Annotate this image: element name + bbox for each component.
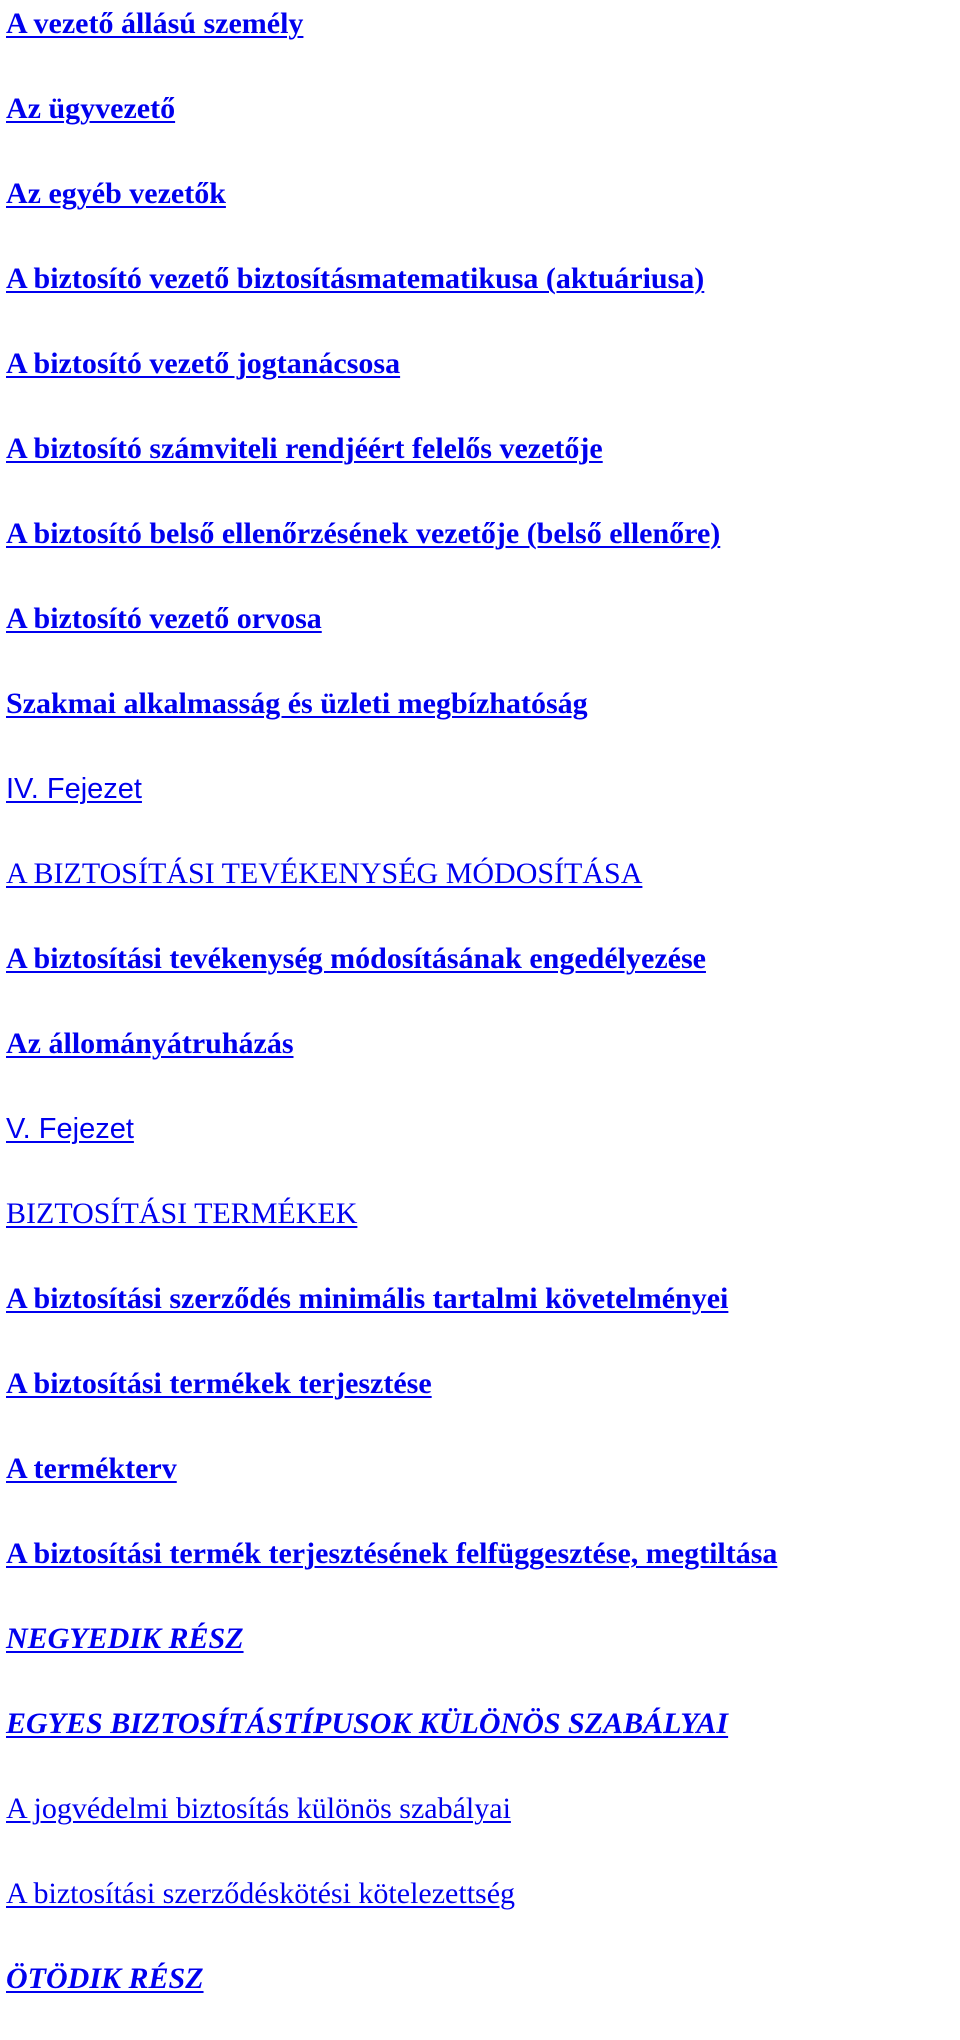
toc-item xyxy=(6,425,956,510)
toc-link-szamviteli-vezeto[interactable]: A biztosító számviteli rendjéért felelős vezetője xyxy=(6,432,603,465)
toc-link-termekek-terjesztese[interactable]: A biztosítási termékek terjesztése xyxy=(6,1367,432,1400)
toc-link-terjesztes-felfuggesztese[interactable]: A biztosítási termék terjesztésének felfüggesztése, megtiltása xyxy=(6,1537,778,1570)
toc-item xyxy=(6,1190,956,1275)
toc-item xyxy=(6,680,956,765)
toc-link-kulonos-szabalyai[interactable]: EGYES BIZTOSÍTÁSTÍPUSOK KÜLÖNÖS SZABÁLYAI xyxy=(6,1707,729,1740)
toc-link-otodik-resz[interactable]: ÖTÖDIK RÉSZ xyxy=(6,1962,204,1995)
toc-item xyxy=(6,1785,956,1870)
toc-link-jogvedelmi-biztositas[interactable]: A jogvédelmi biztosítás különös szabályai xyxy=(6,1792,511,1825)
toc-item xyxy=(6,1530,956,1615)
toc-item xyxy=(6,765,956,850)
toc-item xyxy=(6,1445,956,1530)
toc-link-vezeto-orvos[interactable]: A biztosító vezető orvosa xyxy=(6,602,322,635)
toc-item xyxy=(6,850,956,935)
toc-item xyxy=(6,1105,956,1190)
toc-link-szerzodeskotesi-kotelezettseg[interactable]: A biztosítási szerződéskötési kötelezettség xyxy=(6,1877,516,1910)
toc-item xyxy=(6,85,956,170)
toc-link-tevekenyseg-modositasa[interactable]: A BIZTOSÍTÁSI TEVÉKENYSÉG MÓDOSÍTÁSA xyxy=(6,857,643,890)
toc-item xyxy=(6,1360,956,1445)
toc-item xyxy=(6,1615,956,1700)
toc-link-egyeb-vezetok[interactable]: Az egyéb vezetők xyxy=(6,177,226,210)
toc-item xyxy=(6,1955,956,2040)
toc-item xyxy=(6,1020,956,1105)
toc-item xyxy=(6,1700,956,1785)
toc-link-modositas-engedelyezese[interactable]: A biztosítási tevékenység módosításának engedélyezése xyxy=(6,942,706,975)
toc-item xyxy=(6,595,956,680)
toc-item xyxy=(6,0,956,85)
toc-link-jogtanacsos[interactable]: A biztosító vezető jogtanácsosa xyxy=(6,347,401,380)
toc-link-v-fejezet[interactable]: V. Fejezet xyxy=(6,1113,134,1145)
toc-link-aktuarius[interactable]: A biztosító vezető biztosításmatematikusa (aktuáriusa) xyxy=(6,262,705,295)
toc-link-ugyvezeto[interactable]: Az ügyvezető xyxy=(6,92,176,125)
toc-item xyxy=(6,510,956,595)
toc-link-allomanyatruhazas[interactable]: Az állományátruházás xyxy=(6,1027,294,1060)
toc-link-termekterv[interactable]: A termékterv xyxy=(6,1452,177,1485)
toc-link-biztositasi-termekek[interactable]: BIZTOSÍTÁSI TERMÉKEK xyxy=(6,1197,358,1230)
toc-item xyxy=(6,1275,956,1360)
toc-item xyxy=(6,340,956,425)
toc-link-negyedik-resz[interactable]: NEGYEDIK RÉSZ xyxy=(6,1622,244,1655)
toc-link-belso-ellenorzes[interactable]: A biztosító belső ellenőrzésének vezetője (belső ellenőre) xyxy=(6,517,721,550)
toc-item xyxy=(6,255,956,340)
toc-link-minimalis-tartalom[interactable]: A biztosítási szerződés minimális tartalmi követelményei xyxy=(6,1282,729,1315)
table-of-contents xyxy=(6,0,956,2040)
toc-item xyxy=(6,1870,956,1955)
toc-link-vezeto-allasu-szemely[interactable]: A vezető állású személy xyxy=(6,7,304,40)
toc-item xyxy=(6,935,956,1020)
toc-item xyxy=(6,170,956,255)
toc-link-iv-fejezet[interactable]: IV. Fejezet xyxy=(6,773,142,805)
toc-link-szakmai-alkalmassag[interactable]: Szakmai alkalmasság és üzleti megbízhatóság xyxy=(6,687,588,720)
